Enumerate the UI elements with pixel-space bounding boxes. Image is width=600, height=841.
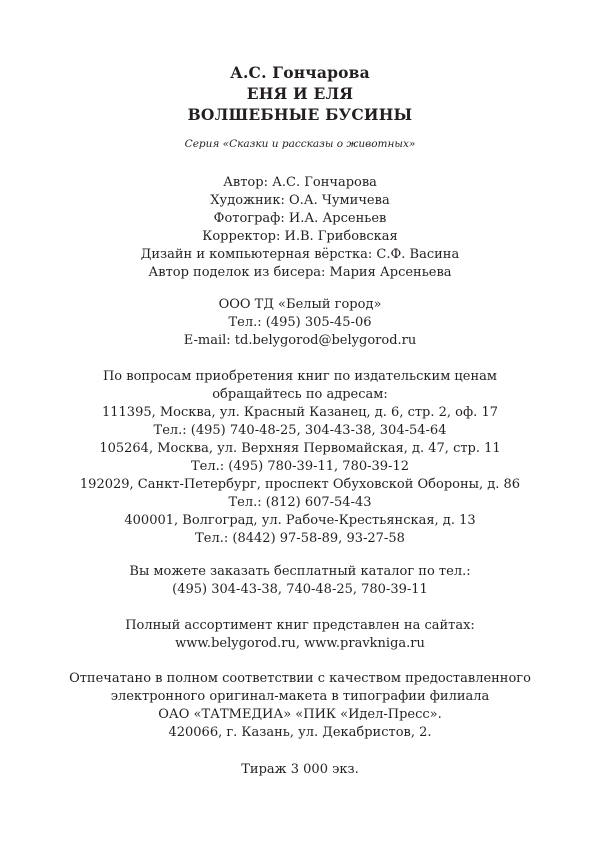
credit-line: Корректор: И.В. Грибовская <box>202 229 398 244</box>
series-name: Серия «Сказки и рассказы о животных» <box>184 138 416 150</box>
print-run-block <box>0 761 600 779</box>
address-line: 400001, Волгоград, ул. Рабоче-Крестьянская, д. 13 <box>124 513 476 528</box>
credit-line: Автор: А.С. Гончарова <box>223 175 377 190</box>
address-line: обращайтесь по адресам: <box>212 387 388 402</box>
printing-line: 420066, г. Казань, ул. Декабристов, 2. <box>168 725 432 740</box>
printing-block <box>0 670 600 742</box>
title-block <box>0 62 600 125</box>
address-line: Тел.: (495) 740-48-25, 304-43-38, 304-54-64 <box>153 423 447 438</box>
book-author: А.С. Гончарова <box>230 63 370 82</box>
address-line: 192029, Санкт-Петербург, проспект Обуховской Обороны, д. 86 <box>79 477 521 492</box>
catalog-line: Вы можете заказать бесплатный каталог по тел.: <box>129 564 471 579</box>
credit-line: Автор поделок из бисера: Мария Арсеньева <box>148 265 452 280</box>
publisher-name: ООО ТД «Белый город» <box>218 297 382 312</box>
catalog-block <box>0 563 600 599</box>
credit-line: Фотограф: И.А. Арсеньев <box>213 211 387 226</box>
publisher-block <box>0 296 600 350</box>
address-line: По вопросам приобретения книг по издательским ценам <box>102 369 498 384</box>
publisher-phone: Тел.: (495) 305-45-06 <box>228 315 372 330</box>
address-line: Тел.: (495) 780-39-11, 780-39-12 <box>191 459 409 474</box>
assortment-block <box>0 617 600 653</box>
catalog-line: (495) 304-43-38, 740-48-25, 780-39-11 <box>172 582 428 597</box>
book-title-line-2: ВОЛШЕБНЫЕ БУСИНЫ <box>187 105 413 124</box>
print-run: Тираж 3 000 экз. <box>241 762 359 777</box>
address-line: Тел.: (8442) 97-58-89, 93-27-58 <box>195 531 405 546</box>
credit-line: Художник: О.А. Чумичева <box>210 193 390 208</box>
addresses-block <box>0 368 600 548</box>
address-line: 105264, Москва, ул. Верхняя Первомайская, д. 47, стр. 11 <box>99 441 501 456</box>
assortment-line: Полный ассортимент книг представлен на сайтах: <box>125 618 475 633</box>
credits-block <box>0 174 600 282</box>
printing-line: электронного оригинал-макета в типографии филиала <box>110 689 490 704</box>
credit-line: Дизайн и компьютерная вёрстка: С.Ф. Васина <box>140 247 460 262</box>
printing-line: ОАО «ТАТМЕДИА» «ПИК «Идел-Пресс». <box>158 707 442 722</box>
publisher-email: E-mail: td.belygorod@belygorod.ru <box>183 333 417 348</box>
address-line: Тел.: (812) 607-54-43 <box>228 495 372 510</box>
printing-line: Отпечатано в полном соответствии с качеством предоставленного <box>69 671 531 686</box>
assortment-line: www.belygorod.ru, www.pravkniga.ru <box>175 636 425 651</box>
address-line: 111395, Москва, ул. Красный Казанец, д. 6, стр. 2, оф. 17 <box>101 405 498 420</box>
book-title-line-1: ЕНЯ И ЕЛЯ <box>246 84 354 103</box>
